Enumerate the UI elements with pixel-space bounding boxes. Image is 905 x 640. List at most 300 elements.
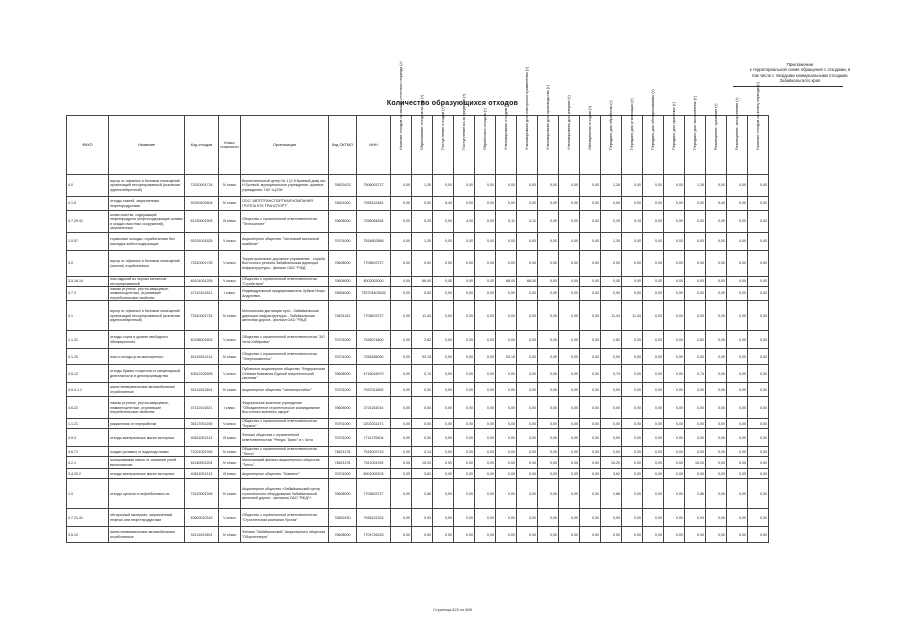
value-cell: 0,00 bbox=[622, 277, 643, 287]
value-cell: 0,00 bbox=[643, 469, 664, 479]
value-cell: 0,00 bbox=[454, 527, 475, 543]
value-cell: 0,00 bbox=[559, 287, 580, 301]
value-cell: 0,00 bbox=[706, 331, 727, 349]
value-cell: 0,00 bbox=[391, 447, 412, 457]
value-cell: 0,00 bbox=[748, 397, 769, 419]
value-cell: 0,00 bbox=[580, 383, 601, 397]
value-cell: 0,00 bbox=[517, 349, 538, 365]
value-cell: 0,00 bbox=[601, 447, 622, 457]
value-cell: 0,00 bbox=[622, 175, 643, 197]
value-cell: 1,26 bbox=[685, 175, 706, 197]
value-cell: 0,00 bbox=[496, 397, 517, 419]
value-cell: 0,00 bbox=[475, 287, 496, 301]
organization-cell: Акционерное общество "Читаэнергосбыт" bbox=[241, 383, 329, 397]
value-cell: 0,00 bbox=[454, 251, 475, 277]
value-cell: 0,00 bbox=[391, 419, 412, 429]
table-header-row bbox=[67, 116, 769, 175]
value-cell: 0,00 bbox=[748, 331, 769, 349]
value-cell: 0,00 bbox=[475, 277, 496, 287]
column-header: Код ОКТМО bbox=[329, 116, 357, 175]
value-cell: 0,00 bbox=[622, 419, 643, 429]
column-header: Код отходов bbox=[185, 116, 219, 175]
value-cell: 0,00 bbox=[664, 527, 685, 543]
value-cell: 0,00 bbox=[475, 509, 496, 527]
value-cell: 0,00 bbox=[706, 419, 727, 429]
value-cell: 0,00 bbox=[496, 287, 517, 301]
value-cell: 0,00 bbox=[580, 349, 601, 365]
value-cell: 0,00 bbox=[727, 365, 748, 383]
hazard-class-cell: IV класс bbox=[219, 479, 241, 509]
value-cell: 0,00 bbox=[580, 527, 601, 543]
inn-cell: 7536112484 bbox=[357, 197, 391, 211]
organization-cell: Общество с ограниченной ответственностью "АО Чита-Хабаровск" bbox=[241, 331, 329, 349]
value-cell: 0,00 bbox=[727, 277, 748, 287]
value-cell: 0,00 bbox=[643, 479, 664, 509]
value-cell: 1,26 bbox=[412, 175, 433, 197]
value-cell: 0,00 bbox=[454, 365, 475, 383]
value-cell: 0,00 bbox=[706, 365, 727, 383]
organization-cell: Могочинская дистанция пути - Забайкальская дирекция инфраструктуры - Забайкальская железная дорога - филиал ОАО "РЖД" bbox=[241, 301, 329, 331]
value-cell: 0,00 bbox=[559, 469, 580, 479]
value-cell: 0,00 bbox=[559, 419, 580, 429]
value-cell: 0,00 bbox=[706, 349, 727, 365]
waste-name-cell: шлам очистки, содержащий нефтепродукты (нефтесодержащие шламы и осадки очистных сооружений), загрязненные bbox=[109, 211, 185, 233]
value-cell: 0,74 bbox=[685, 365, 706, 383]
value-cell: 0,00 bbox=[643, 365, 664, 383]
value-cell: 5,40 bbox=[433, 197, 454, 211]
value-cell: 0,00 bbox=[664, 331, 685, 349]
value-cell: 0,00 bbox=[622, 287, 643, 301]
value-cell: 0,00 bbox=[391, 397, 412, 419]
value-cell: 0,00 bbox=[517, 197, 538, 211]
value-cell: 0,00 bbox=[433, 287, 454, 301]
value-cell: 0,00 bbox=[475, 383, 496, 397]
value-cell: 0,00 bbox=[559, 429, 580, 447]
fkko-cell: 4.9.3 bbox=[67, 429, 109, 447]
value-cell: 0,00 bbox=[517, 251, 538, 277]
inn-cell: 7708503727 bbox=[357, 251, 391, 277]
inn-cell: 8002003000 bbox=[357, 277, 391, 287]
waste-code-cell: 61110001214 bbox=[185, 349, 219, 365]
column-header: Наличие отходов на конец периода (т) bbox=[748, 116, 769, 175]
inn-cell: 752704403526 bbox=[357, 287, 391, 301]
value-cell: 0,00 bbox=[727, 397, 748, 419]
value-cell: 0,00 bbox=[643, 287, 664, 301]
value-cell: 0,00 bbox=[643, 419, 664, 429]
value-cell: 0,00 bbox=[706, 301, 727, 331]
value-cell: 0,00 bbox=[517, 233, 538, 251]
value-cell: 0,00 bbox=[580, 365, 601, 383]
value-cell: 0,00 bbox=[517, 469, 538, 479]
column-header: Название bbox=[109, 116, 185, 175]
organization-cell: Общество с ограниченной ответственностью "Зоряна" bbox=[241, 419, 329, 429]
value-cell: 2,86 bbox=[601, 479, 622, 509]
value-cell: 0,00 bbox=[433, 527, 454, 543]
organization-cell: Акционерное общество "Читинский молочный комбинат" bbox=[241, 233, 329, 251]
value-cell: 0,00 bbox=[517, 419, 538, 429]
organization-cell: Публичное акционерное общество "Федеральная Сетевая Компания Единой энергетической системы" bbox=[241, 365, 329, 383]
value-cell: 0,00 bbox=[475, 175, 496, 197]
value-cell: 0,00 bbox=[622, 469, 643, 479]
value-cell: 0,00 bbox=[517, 429, 538, 447]
fkko-cell: 3.5.12 bbox=[67, 527, 109, 543]
value-cell: 3,62 bbox=[412, 469, 433, 479]
value-cell: 0,00 bbox=[538, 509, 559, 527]
inn-cell: 7537011809 bbox=[357, 383, 391, 397]
value-cell: 0,00 bbox=[580, 509, 601, 527]
value-cell: 0,00 bbox=[517, 527, 538, 543]
value-cell: 0,00 bbox=[559, 479, 580, 509]
organization-cell: Филиал "Забайкальский" Акционерного общества "Оборонэнерго" bbox=[241, 527, 329, 543]
value-cell: 0,00 bbox=[475, 301, 496, 331]
hazard-class-cell: III класс bbox=[219, 469, 241, 479]
table-row bbox=[67, 277, 769, 287]
value-cell: 0,00 bbox=[622, 479, 643, 509]
value-cell: 0,00 bbox=[727, 211, 748, 233]
value-cell: 0,00 bbox=[685, 287, 706, 301]
value-cell: 0,00 bbox=[580, 197, 601, 211]
value-cell: 0,00 bbox=[559, 365, 580, 383]
value-cell: 0,00 bbox=[748, 479, 769, 509]
hazard-class-cell: IV класс bbox=[219, 447, 241, 457]
value-cell: 0,00 bbox=[727, 197, 748, 211]
value-cell: 0,00 bbox=[601, 527, 622, 543]
value-cell: 0,00 bbox=[517, 397, 538, 419]
value-cell: 0,00 bbox=[748, 365, 769, 383]
value-cell: 0,00 bbox=[433, 331, 454, 349]
fkko-cell: 3.4.20.2 bbox=[67, 469, 109, 479]
value-cell: 0,00 bbox=[664, 383, 685, 397]
value-cell: 0,00 bbox=[391, 233, 412, 251]
value-cell: 0,54 bbox=[412, 397, 433, 419]
table-row bbox=[67, 457, 769, 469]
value-cell: 0,00 bbox=[664, 277, 685, 287]
inn-cell: 7708503727 bbox=[357, 301, 391, 331]
value-cell: 0,00 bbox=[391, 175, 412, 197]
value-cell: 0,00 bbox=[622, 397, 643, 419]
hazard-class-cell: III класс bbox=[219, 211, 241, 233]
value-cell: 0,00 bbox=[391, 479, 412, 509]
value-cell: 0,00 bbox=[391, 277, 412, 287]
oktmo-cell: 76701000 bbox=[329, 233, 357, 251]
value-cell: 0,00 bbox=[727, 469, 748, 479]
value-cell: 0,00 bbox=[517, 383, 538, 397]
column-header: Утилизировано для энергии (т) bbox=[559, 116, 580, 175]
value-cell: 0,00 bbox=[391, 211, 412, 233]
waste-name-cell: золошлаковая смесь от сжигания углей малоопасная bbox=[109, 457, 185, 469]
value-cell: 0,00 bbox=[475, 419, 496, 429]
value-cell: 0,00 bbox=[391, 457, 412, 469]
value-cell: 0,00 bbox=[517, 457, 538, 469]
table-row bbox=[67, 419, 769, 429]
fkko-cell: 1.0 bbox=[67, 479, 109, 509]
value-cell: 0,25 bbox=[412, 211, 433, 233]
value-cell: 0,00 bbox=[643, 175, 664, 197]
hazard-class-cell: IV класс bbox=[219, 457, 241, 469]
value-cell: 0,00 bbox=[391, 197, 412, 211]
inn-cell: 2721163014 bbox=[357, 397, 391, 419]
value-cell: 0,00 bbox=[664, 397, 685, 419]
value-cell: 0,00 bbox=[622, 233, 643, 251]
inn-cell: 7534802868 bbox=[357, 233, 391, 251]
value-cell: 0,00 bbox=[559, 383, 580, 397]
waste-code-cell: 91920402604 bbox=[185, 197, 219, 211]
organization-cell: Индивидуальный предприниматель Зубков Игорь Андреевич bbox=[241, 287, 329, 301]
value-cell: 0,00 bbox=[748, 419, 769, 429]
value-cell: 0,00 bbox=[496, 479, 517, 509]
value-cell: 0,00 bbox=[664, 419, 685, 429]
waste-code-cell: 61140001204 bbox=[185, 457, 219, 469]
value-cell: 0,00 bbox=[748, 429, 769, 447]
value-cell: 0,00 bbox=[685, 527, 706, 543]
value-cell: 0,00 bbox=[454, 331, 475, 349]
table-row bbox=[67, 233, 769, 251]
value-cell: 0,74 bbox=[601, 365, 622, 383]
value-cell: 0,00 bbox=[706, 277, 727, 287]
hazard-class-cell: I класс bbox=[219, 287, 241, 301]
table-row bbox=[67, 469, 769, 479]
waste-code-cell: 40600010315 bbox=[185, 509, 219, 527]
value-cell: 0,00 bbox=[496, 457, 517, 469]
value-cell: 0,00 bbox=[706, 457, 727, 469]
value-cell: 0,00 bbox=[538, 383, 559, 397]
column-header: Образование отходов за год (т) bbox=[412, 116, 433, 175]
value-cell: 0,00 bbox=[622, 251, 643, 277]
value-cell: 0,00 bbox=[664, 349, 685, 365]
value-cell: 2,86 bbox=[685, 479, 706, 509]
value-cell: 0,00 bbox=[664, 479, 685, 509]
organization-cell: Общество с ограниченной ответственностью "Стройсталь" bbox=[241, 277, 329, 287]
value-cell: 0,00 bbox=[496, 365, 517, 383]
table-row bbox=[67, 365, 769, 383]
table-row bbox=[67, 251, 769, 277]
value-cell: 0,00 bbox=[412, 383, 433, 397]
fkko-cell: 4.7.29.41 bbox=[67, 211, 109, 233]
value-cell: 0,00 bbox=[454, 479, 475, 509]
waste-code-cell: 47110101521 bbox=[185, 397, 219, 419]
value-cell: 0,00 bbox=[538, 175, 559, 197]
organization-cell: ООО "АВТОТРАНСПОРТНАЯ КОМПАНИЯ ГРУППА БТК ТРАНСПОРТ" bbox=[241, 197, 329, 211]
value-cell: 0,00 bbox=[748, 233, 769, 251]
value-cell: 0,00 bbox=[412, 429, 433, 447]
value-cell: 0,00 bbox=[538, 287, 559, 301]
value-cell: 0,00 bbox=[748, 251, 769, 277]
value-cell: 0,00 bbox=[538, 331, 559, 349]
value-cell: 0,00 bbox=[475, 527, 496, 543]
value-cell: 0,00 bbox=[496, 429, 517, 447]
value-cell: 0,00 bbox=[706, 429, 727, 447]
waste-name-cell: лом и отходы угля малоценного bbox=[109, 349, 185, 365]
value-cell: 0,00 bbox=[685, 349, 706, 365]
value-cell: 66,00 bbox=[412, 277, 433, 287]
value-cell: 0,00 bbox=[685, 277, 706, 287]
value-cell: 0,00 bbox=[664, 365, 685, 383]
table-row bbox=[67, 479, 769, 509]
value-cell: 0,00 bbox=[496, 447, 517, 457]
hazard-class-cell: V класс bbox=[219, 251, 241, 277]
waste-code-cell: 47110101521 bbox=[185, 287, 219, 301]
value-cell: 0,00 bbox=[622, 447, 643, 457]
value-cell: 0,00 bbox=[475, 365, 496, 383]
value-cell: 0,00 bbox=[748, 287, 769, 301]
value-cell: 0,00 bbox=[391, 383, 412, 397]
value-cell: 0,00 bbox=[748, 175, 769, 197]
value-cell: 0,00 bbox=[433, 457, 454, 469]
value-cell: 0,00 bbox=[433, 349, 454, 365]
organization-cell: Общество с ограниченной ответственностью "Тепло" bbox=[241, 447, 329, 457]
value-cell: 0,00 bbox=[475, 469, 496, 479]
value-cell: 0,11 bbox=[517, 211, 538, 233]
value-cell: 2,82 bbox=[601, 331, 622, 349]
value-cell: 0,00 bbox=[601, 251, 622, 277]
oktmo-cell: 76608000 bbox=[329, 211, 357, 233]
value-cell: 0,00 bbox=[496, 383, 517, 397]
column-header: Поступление из-за пределов (т) bbox=[454, 116, 475, 175]
inn-cell: 8001005103 bbox=[357, 469, 391, 479]
organization-cell: Акционерное общество «Забайкальский центр строительного оборудования Забайкальской железной дороги - филиала ОАО "РЖД"» bbox=[241, 479, 329, 509]
value-cell: 0,00 bbox=[664, 251, 685, 277]
value-cell: 0,00 bbox=[559, 233, 580, 251]
value-cell: 0,00 bbox=[727, 233, 748, 251]
value-cell: 1,30 bbox=[412, 233, 433, 251]
value-cell: 0,00 bbox=[433, 509, 454, 527]
fkko-cell: 3.5.16.14 bbox=[67, 277, 109, 287]
value-cell: 0,00 bbox=[727, 383, 748, 397]
waste-code-cell: 92031001525 bbox=[185, 233, 219, 251]
column-header: Передано для захоронения (т) bbox=[685, 116, 706, 175]
value-cell: 0,00 bbox=[454, 397, 475, 419]
waste-name-cell: шины пневматические автомобильные отработанные bbox=[109, 383, 185, 397]
organization-cell: Общество с ограниченной ответственностью "Энергокомплекс" bbox=[241, 349, 329, 365]
value-cell: 0,00 bbox=[559, 527, 580, 543]
value-cell: 0,00 bbox=[685, 447, 706, 457]
value-cell: 0,74 bbox=[412, 365, 433, 383]
waste-name-cell: тормозные колодки, отработанные без накладок асбестсодержащих bbox=[109, 233, 185, 251]
waste-name-cell: шины пневматические автомобильные отработанные bbox=[109, 527, 185, 543]
waste-code-cell: 73120001394 bbox=[185, 479, 219, 509]
waste-name-cell: лампы ртутные, ртутно-кварцевые, люминесцентные, утратившие потребительские свойства bbox=[109, 287, 185, 301]
column-header: Наличие отходов на начало отчетного периода (т) bbox=[391, 116, 412, 175]
waste-name-cell: отходы сорта и уровня свободного обезжиренного bbox=[109, 331, 185, 349]
inn-cell: 7536084634 bbox=[357, 211, 391, 233]
value-cell: 0,00 bbox=[433, 447, 454, 457]
value-cell: 0,00 bbox=[538, 365, 559, 383]
value-cell: 0,00 bbox=[454, 175, 475, 197]
value-cell: 0,00 bbox=[685, 419, 706, 429]
value-cell: 0,00 bbox=[706, 469, 727, 479]
value-cell: 0,00 bbox=[580, 469, 601, 479]
value-cell: 11,44 bbox=[622, 301, 643, 331]
hazard-class-cell: IV класс bbox=[219, 197, 241, 211]
hazard-class-cell: IV класс bbox=[219, 301, 241, 331]
value-cell: 0,00 bbox=[538, 469, 559, 479]
value-cell: 0,00 bbox=[622, 349, 643, 365]
value-cell: 0,00 bbox=[643, 349, 664, 365]
value-cell: 0,00 bbox=[580, 251, 601, 277]
value-cell: 0,00 bbox=[706, 479, 727, 509]
oktmo-cell: 76608000 bbox=[329, 277, 357, 287]
fkko-cell: 4.1.5 bbox=[67, 197, 109, 211]
waste-code-cell: 73310001725 bbox=[185, 251, 219, 277]
value-cell: 0,00 bbox=[727, 457, 748, 469]
value-cell: 0,00 bbox=[706, 233, 727, 251]
inn-cell: 7708503727 bbox=[357, 479, 391, 509]
value-cell: 0,00 bbox=[706, 527, 727, 543]
value-cell: 0,00 bbox=[433, 233, 454, 251]
value-cell: 0,92 bbox=[412, 251, 433, 277]
waste-name-cell: лампы ртутные, ртутно-кварцевые, люминесцентные, утратившие потребительские свойства bbox=[109, 397, 185, 419]
document-title: Количество образующихся отходов bbox=[386, 100, 519, 107]
table-row bbox=[67, 197, 769, 211]
organization-cell: Молочанский филиал акционерного общества "Тепло" bbox=[241, 457, 329, 469]
value-cell: 0,00 bbox=[433, 383, 454, 397]
value-cell: 0,00 bbox=[727, 301, 748, 331]
waste-name-cell: ракушечник от переработки bbox=[109, 419, 185, 429]
value-cell: 2,82 bbox=[685, 331, 706, 349]
value-cell: 0,00 bbox=[664, 457, 685, 469]
value-cell: 0,00 bbox=[622, 197, 643, 211]
value-cell: 0,00 bbox=[622, 429, 643, 447]
value-cell: 0,00 bbox=[391, 349, 412, 365]
hazard-class-cell: IV класс bbox=[219, 349, 241, 365]
value-cell: 0,00 bbox=[685, 301, 706, 331]
oktmo-cell: 76608000 bbox=[329, 251, 357, 277]
value-cell: 0,00 bbox=[559, 331, 580, 349]
value-cell: 0,00 bbox=[727, 349, 748, 365]
inn-cell: 7714725404 bbox=[357, 429, 391, 447]
column-header: Утилизировано для производства (т) bbox=[538, 116, 559, 175]
value-cell: 0,00 bbox=[496, 175, 517, 197]
value-cell: 0,00 bbox=[685, 429, 706, 447]
value-cell: 0,00 bbox=[538, 197, 559, 211]
table-row bbox=[67, 429, 769, 447]
table-row bbox=[67, 349, 769, 365]
waste-code-cell: 46101001205 bbox=[185, 277, 219, 287]
value-cell: 0,00 bbox=[643, 233, 664, 251]
value-cell: 0,00 bbox=[643, 397, 664, 419]
inn-cell: 4716016979 bbox=[357, 365, 391, 383]
value-cell: 0,00 bbox=[727, 527, 748, 543]
approval-rule bbox=[733, 86, 843, 87]
value-cell: 0,00 bbox=[685, 197, 706, 211]
value-cell: 0,00 bbox=[580, 419, 601, 429]
value-cell: 0,00 bbox=[664, 211, 685, 233]
oktmo-cell: 76608000 bbox=[329, 365, 357, 383]
value-cell: 0,00 bbox=[538, 301, 559, 331]
value-cell: 0,00 bbox=[517, 447, 538, 457]
waste-name-cell: мусор от офисных и бытовых помещений организаций несортированный (исключая крупногабаритный) bbox=[109, 301, 185, 331]
inn-cell: 7515002743 bbox=[357, 447, 391, 457]
value-cell: 0,00 bbox=[601, 197, 622, 211]
value-cell: 0,00 bbox=[412, 197, 433, 211]
waste-name-cell: отходы минеральных масел моторных bbox=[109, 429, 185, 447]
value-cell: 0,00 bbox=[475, 397, 496, 419]
value-cell: 0,00 bbox=[706, 397, 727, 419]
value-cell: 53,15 bbox=[496, 349, 517, 365]
table-row bbox=[67, 383, 769, 397]
hazard-class-cell: III класс bbox=[219, 429, 241, 447]
column-header: Передано для обезвреживания (т) bbox=[643, 116, 664, 175]
waste-code-cell: 92111001504 bbox=[185, 527, 219, 543]
value-cell: 0,00 bbox=[538, 277, 559, 287]
table-row bbox=[67, 211, 769, 233]
value-cell: 0,00 bbox=[727, 447, 748, 457]
page-footer: Страница 622 из 665 bbox=[433, 607, 472, 612]
oktmo-cell: 76621000 bbox=[329, 197, 357, 211]
column-header: Организация bbox=[241, 116, 329, 175]
value-cell: 0,00 bbox=[643, 429, 664, 447]
value-cell: 0,00 bbox=[580, 301, 601, 331]
